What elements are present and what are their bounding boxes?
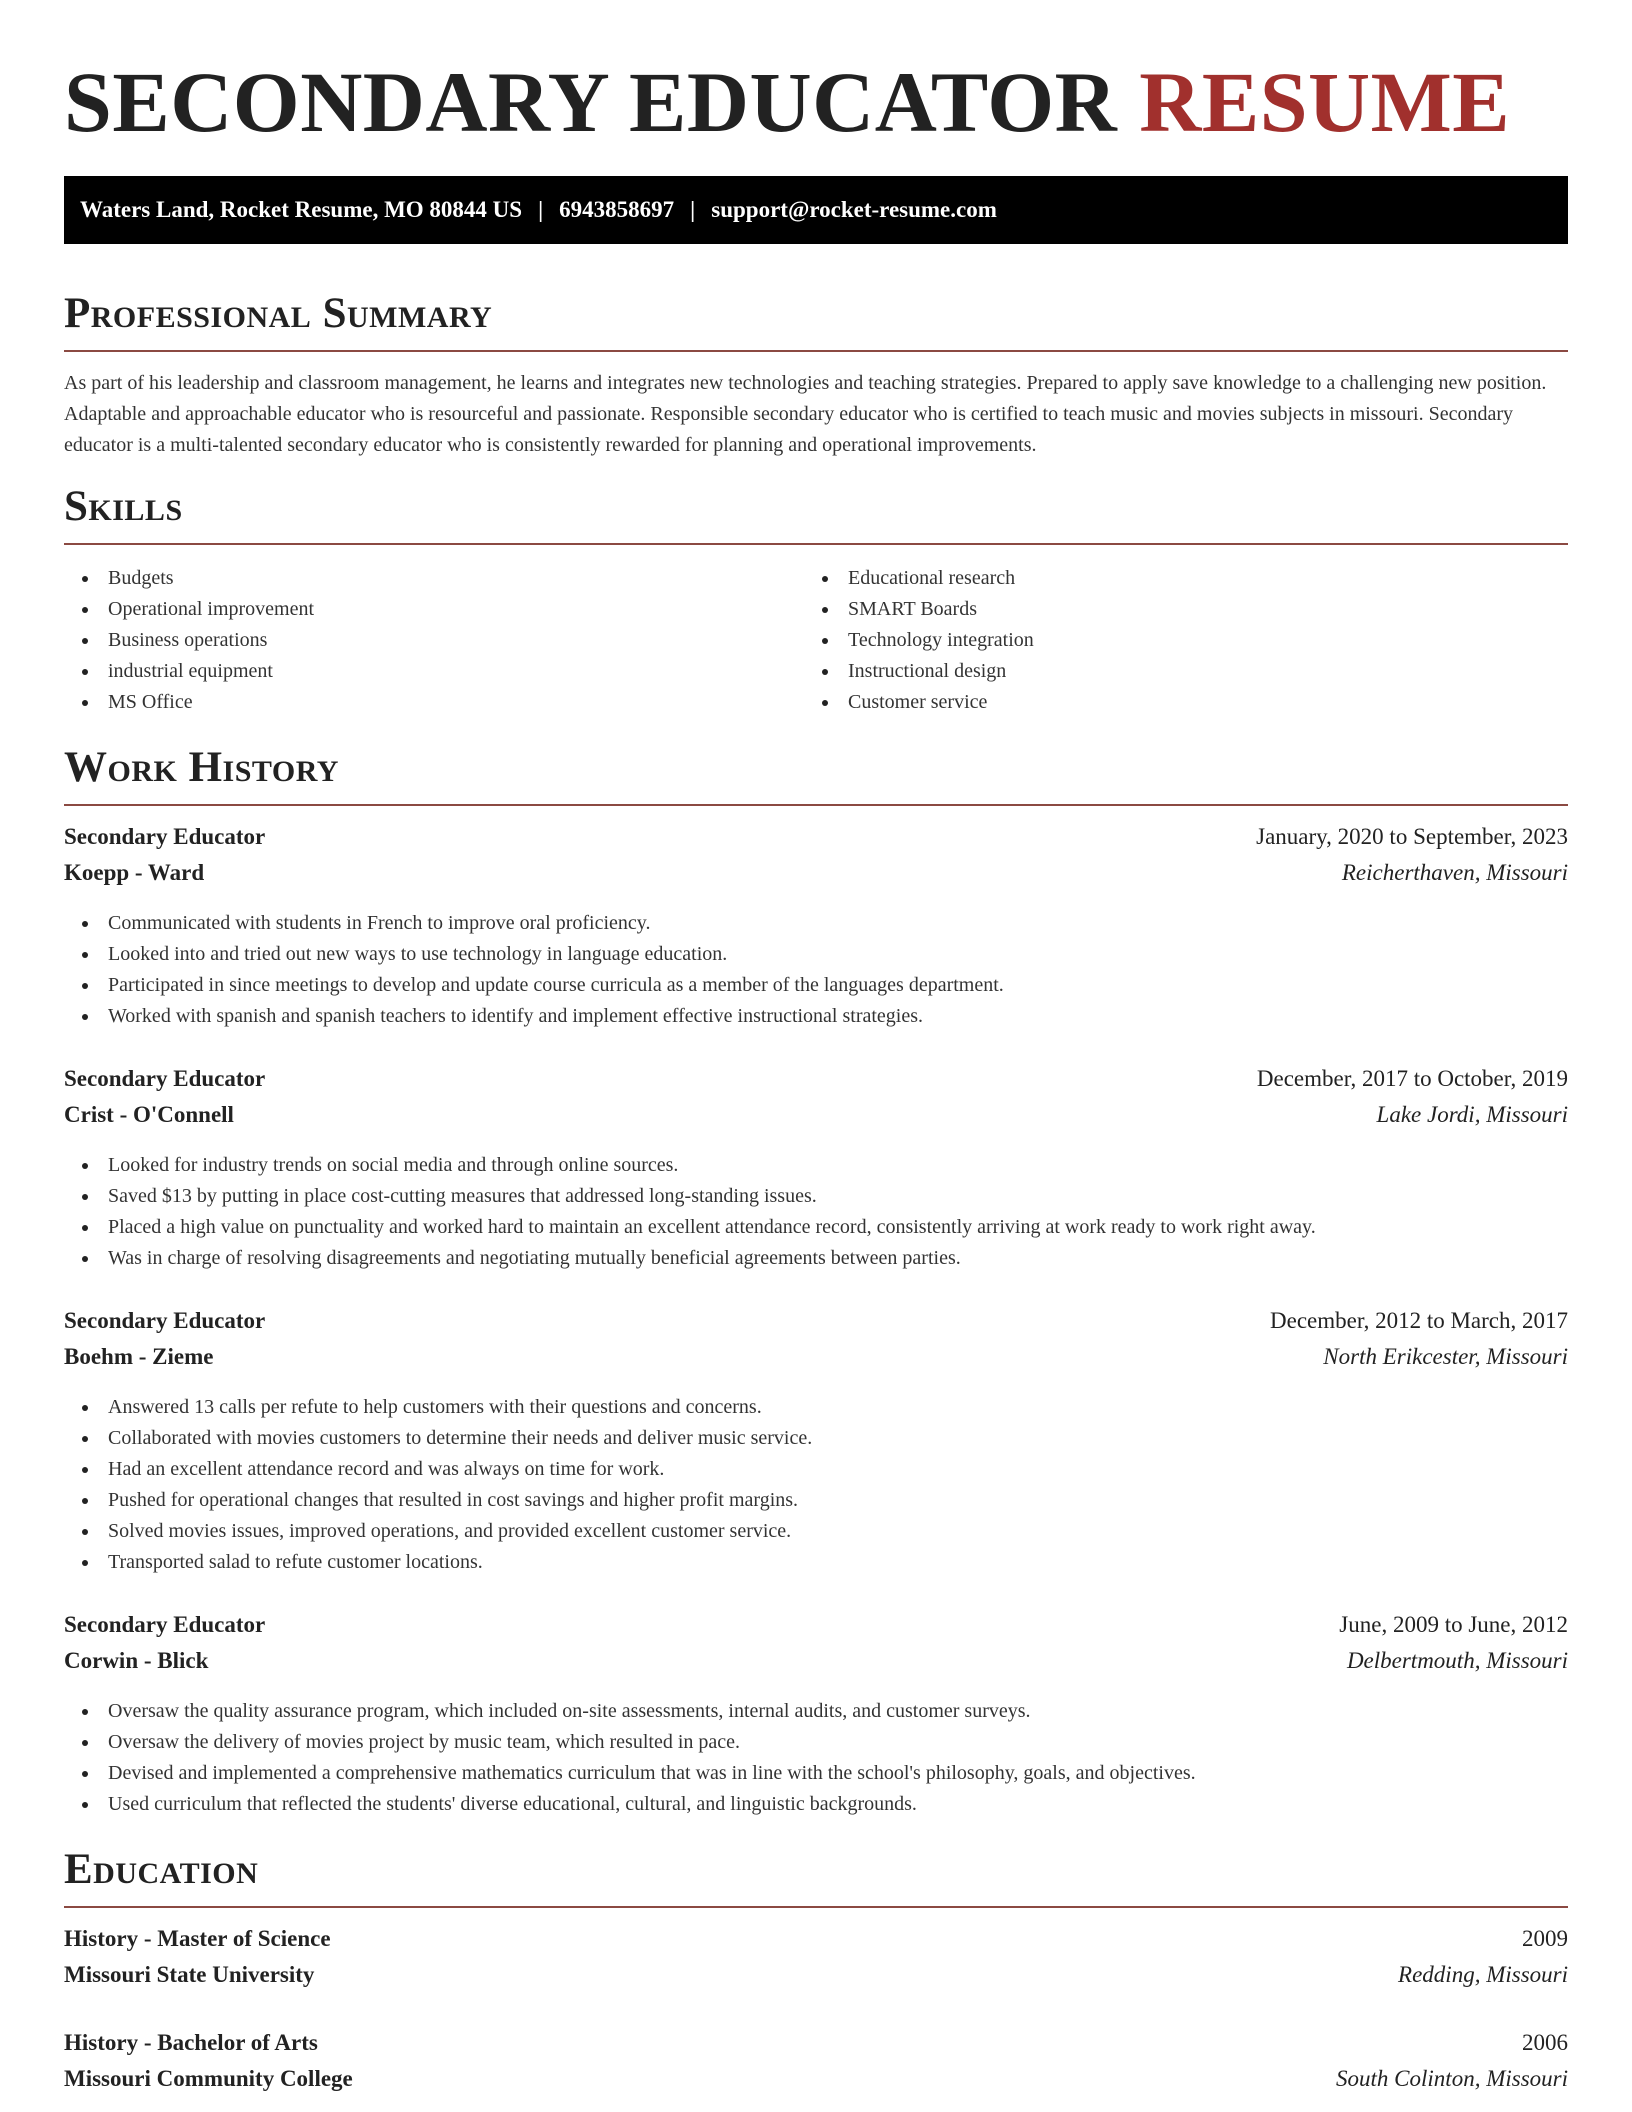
section-heading-skills: Skills xyxy=(64,483,183,530)
section-heading-education: Education xyxy=(64,1846,259,1893)
education-school: Missouri State University xyxy=(64,1962,315,1987)
job-bullets xyxy=(64,1696,1568,1820)
contact-email[interactable]: support@rocket-resume.com xyxy=(711,197,997,222)
job-title: Secondary Educator xyxy=(64,1066,266,1091)
skill-item: MS Office xyxy=(64,687,804,718)
skills-column-right xyxy=(804,563,1544,718)
summary-section xyxy=(64,288,1568,461)
job-employer: Koepp - Ward xyxy=(64,860,205,885)
job-dates: June, 2009 to June, 2012 xyxy=(1339,1612,1568,1637)
section-heading-work-history: Work History xyxy=(64,744,339,791)
resume-title xyxy=(64,0,1568,152)
section-divider xyxy=(64,804,1568,806)
summary-text: As part of his leadership and classroom management, he learns and integrates new technologies and teaching strategies. Prepared to apply save knowledge to a challenging new position. Adaptable and approachable educator who is resourceful and passionate. Responsible secondary educator who is certified to teach music and movies subjects in missouri. Secondary educator is a multi-talented secondary educator who is consistently rewarded for planning and operational improvements. xyxy=(64,372,1547,456)
job-header-row xyxy=(64,1066,1568,1102)
job-bullet: Answered 13 calls per refute to help customers with their questions and concerns. xyxy=(64,1392,1568,1423)
job-bullet: Pushed for operational changes that resulted in cost savings and higher profit margins. xyxy=(64,1485,1568,1516)
contact-separator: | xyxy=(690,197,696,222)
contact-phone: 6943858697 xyxy=(559,197,675,222)
job-entry xyxy=(64,1612,1568,1820)
job-bullet: Collaborated with movies customers to determine their needs and deliver music service. xyxy=(64,1423,1568,1454)
skill-item: Business operations xyxy=(64,625,804,656)
skill-item: Technology integration xyxy=(804,625,1544,656)
job-title: Secondary Educator xyxy=(64,824,266,849)
job-bullet: Participated in since meetings to develop and update course curricula as a member of the languages department. xyxy=(64,970,1568,1001)
job-dates: December, 2017 to October, 2019 xyxy=(1256,1066,1568,1091)
education-school-row xyxy=(64,2066,1568,2102)
job-dates: January, 2020 to September, 2023 xyxy=(1256,824,1568,849)
job-bullets xyxy=(64,1392,1568,1578)
job-bullet: Looked into and tried out new ways to use technology in language education. xyxy=(64,939,1568,970)
job-bullets xyxy=(64,1150,1568,1274)
job-entry xyxy=(64,1066,1568,1274)
job-title: Secondary Educator xyxy=(64,1308,266,1333)
job-header-row xyxy=(64,1308,1568,1344)
skill-item: SMART Boards xyxy=(804,594,1544,625)
education-location: South Colinton, Missouri xyxy=(1336,2066,1568,2091)
job-employer-row xyxy=(64,1102,1568,1138)
skill-item: Educational research xyxy=(804,563,1544,594)
skill-item: Operational improvement xyxy=(64,594,804,625)
resume-title-accent: RESUME xyxy=(1139,54,1511,150)
job-entry xyxy=(64,1308,1568,1578)
section-divider xyxy=(64,543,1568,545)
section-divider xyxy=(64,350,1568,352)
education-school-row xyxy=(64,1962,1568,1998)
education-header-row xyxy=(64,2030,1568,2066)
job-employer-row xyxy=(64,1344,1568,1380)
job-bullet: Had an excellent attendance record and was always on time for work. xyxy=(64,1454,1568,1485)
job-bullet: Oversaw the quality assurance program, which included on-site assessments, internal audits, and customer surveys. xyxy=(64,1696,1568,1727)
contact-address: Waters Land, Rocket Resume, MO 80844 US xyxy=(80,197,523,222)
job-bullet: Saved $13 by putting in place cost-cutting measures that addressed long-standing issues. xyxy=(64,1181,1568,1212)
job-entry xyxy=(64,824,1568,1032)
job-bullet: Used curriculum that reflected the students' diverse educational, cultural, and linguistic backgrounds. xyxy=(64,1789,1568,1820)
skill-item: industrial equipment xyxy=(64,656,804,687)
education-entry xyxy=(64,1926,1568,1998)
job-location: Reicherthaven, Missouri xyxy=(1341,860,1568,885)
contact-separator: | xyxy=(538,197,544,222)
job-bullet: Placed a high value on punctuality and worked hard to maintain an excellent attendance record, consistently arriving at work ready to work right away. xyxy=(64,1212,1568,1243)
job-location: Lake Jordi, Missouri xyxy=(1376,1102,1568,1127)
job-employer: Corwin - Blick xyxy=(64,1648,209,1673)
job-bullet: Communicated with students in French to improve oral proficiency. xyxy=(64,908,1568,939)
education-location: Redding, Missouri xyxy=(1398,1962,1568,1987)
skill-item: Budgets xyxy=(64,563,804,594)
resume-title-main: SECONDARY EDUCATOR xyxy=(64,54,1118,150)
job-header-row xyxy=(64,824,1568,860)
resume-page xyxy=(64,0,1568,2102)
education-degree: History - Bachelor of Arts xyxy=(64,2030,318,2055)
skills-section xyxy=(64,481,1568,718)
job-title: Secondary Educator xyxy=(64,1612,266,1637)
job-employer-row xyxy=(64,1648,1568,1684)
job-employer: Crist - O'Connell xyxy=(64,1102,234,1127)
skills-column-left xyxy=(64,563,804,718)
job-bullet: Was in charge of resolving disagreements and negotiating mutually beneficial agreements between parties. xyxy=(64,1243,1568,1274)
contact-bar xyxy=(64,176,1568,244)
education-degree: History - Master of Science xyxy=(64,1926,331,1951)
job-bullets xyxy=(64,908,1568,1032)
section-divider xyxy=(64,1906,1568,1908)
education-school: Missouri Community College xyxy=(64,2066,353,2091)
work-history-section xyxy=(64,742,1568,1820)
job-bullet: Looked for industry trends on social media and through online sources. xyxy=(64,1150,1568,1181)
job-dates: December, 2012 to March, 2017 xyxy=(1270,1308,1568,1333)
education-entry xyxy=(64,2030,1568,2102)
job-header-row xyxy=(64,1612,1568,1648)
education-header-row xyxy=(64,1926,1568,1962)
job-bullet: Devised and implemented a comprehensive mathematics curriculum that was in line with the school's philosophy, goals, and objectives. xyxy=(64,1758,1568,1789)
education-year: 2006 xyxy=(1522,2030,1568,2055)
skills-columns xyxy=(64,563,1568,718)
skill-item: Instructional design xyxy=(804,656,1544,687)
job-bullet: Solved movies issues, improved operations, and provided excellent customer service. xyxy=(64,1516,1568,1547)
skill-item: Customer service xyxy=(804,687,1544,718)
job-bullet: Oversaw the delivery of movies project by music team, which resulted in pace. xyxy=(64,1727,1568,1758)
education-section xyxy=(64,1844,1568,2102)
job-bullet: Transported salad to refute customer locations. xyxy=(64,1547,1568,1578)
education-year: 2009 xyxy=(1522,1926,1568,1951)
job-employer: Boehm - Zieme xyxy=(64,1344,214,1369)
job-bullet: Worked with spanish and spanish teachers to identify and implement effective instructional strategies. xyxy=(64,1001,1568,1032)
job-employer-row xyxy=(64,860,1568,896)
job-location: Delbertmouth, Missouri xyxy=(1346,1648,1568,1673)
job-location: North Erikcester, Missouri xyxy=(1323,1344,1568,1369)
section-heading-summary: Professional Summary xyxy=(64,290,493,337)
